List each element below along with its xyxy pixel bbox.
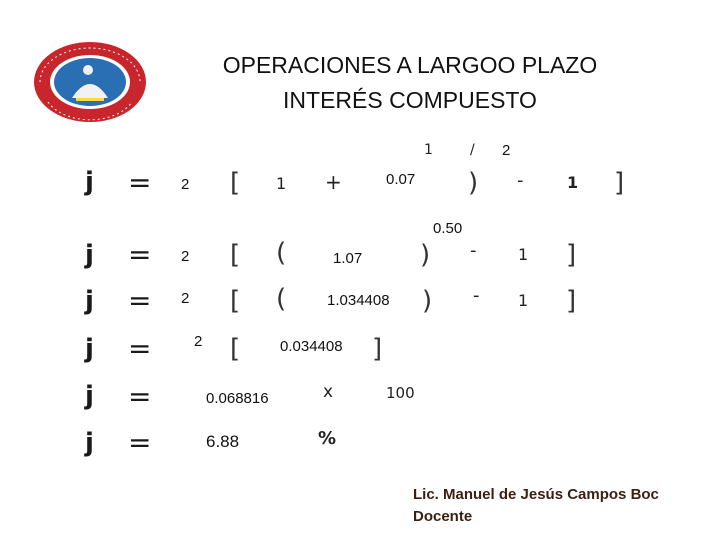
exponent-value: 0.50 xyxy=(433,220,463,237)
j-symbol: j xyxy=(85,334,94,364)
left-bracket: [ xyxy=(230,334,241,364)
factor-two: 2 xyxy=(194,333,203,350)
minus-sign: - xyxy=(473,285,480,306)
base-value: 1.034408 xyxy=(327,292,390,309)
left-bracket: [ xyxy=(230,168,241,198)
equals-sign: = xyxy=(128,284,152,317)
left-paren: ( xyxy=(276,238,287,268)
factor-two: 2 xyxy=(181,248,190,265)
one-term: 1 xyxy=(276,174,287,193)
equals-sign: = xyxy=(128,166,152,199)
minus-sign: - xyxy=(470,240,477,261)
j-symbol: j xyxy=(85,381,94,411)
factor-two: 2 xyxy=(181,290,190,307)
times-sign: x xyxy=(323,382,334,402)
minus-sign: - xyxy=(517,170,524,191)
rate-decimal-value: 0.068816 xyxy=(206,390,269,407)
one-term: 1 xyxy=(567,173,579,192)
left-paren: ( xyxy=(276,284,287,314)
j-symbol: j xyxy=(85,428,94,458)
difference-value: 0.034408 xyxy=(280,338,343,355)
equals-sign: = xyxy=(128,238,152,271)
exponent-denominator: 2 xyxy=(502,142,511,159)
right-paren: ) xyxy=(420,240,431,270)
factor-two: 2 xyxy=(181,176,190,193)
j-symbol: j xyxy=(85,240,94,270)
rate-value: 0.07 xyxy=(386,171,416,188)
equals-sign: = xyxy=(128,426,152,459)
j-symbol: j xyxy=(85,167,94,197)
exponent-slash: / xyxy=(470,142,475,158)
university-seal-logo xyxy=(30,40,150,124)
author-name: Lic. Manuel de Jesús Campos Boc xyxy=(413,486,659,503)
equals-sign: = xyxy=(128,380,152,413)
one-term: 1 xyxy=(518,291,529,310)
right-bracket: ] xyxy=(614,168,625,198)
title-line-2: INTERÉS COMPUESTO xyxy=(283,87,537,113)
exponent-one: 1 xyxy=(424,142,433,158)
hundred-value: 100 xyxy=(386,384,415,402)
base-value: 1.07 xyxy=(333,250,363,267)
right-paren: ) xyxy=(422,286,433,316)
right-bracket: ] xyxy=(372,334,383,364)
right-bracket: ] xyxy=(566,286,577,316)
author-role: Docente xyxy=(413,508,473,525)
right-paren: ) xyxy=(468,168,479,198)
plus-sign: + xyxy=(325,170,342,194)
equals-sign: = xyxy=(128,332,152,365)
percent-sign: % xyxy=(318,428,337,449)
title-line-1: OPERACIONES A LARGOO PLAZO xyxy=(222,52,598,78)
right-bracket: ] xyxy=(566,240,577,270)
one-term: 1 xyxy=(518,245,529,264)
result-value: 6.88 xyxy=(206,432,240,451)
left-bracket: [ xyxy=(230,240,241,270)
left-bracket: [ xyxy=(230,286,241,316)
j-symbol: j xyxy=(85,286,94,316)
